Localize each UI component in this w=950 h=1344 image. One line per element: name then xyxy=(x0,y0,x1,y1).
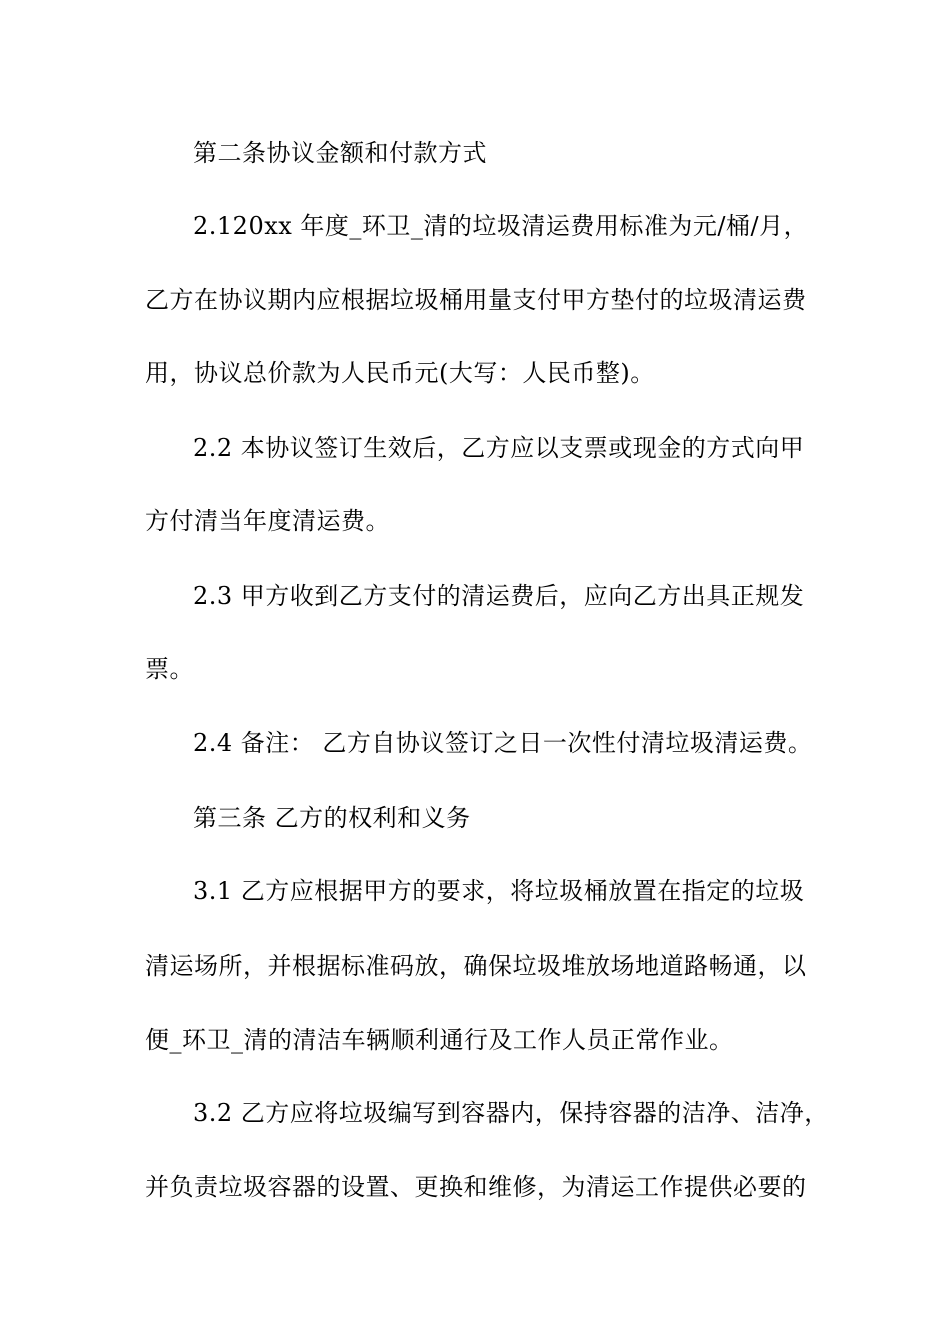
paragraph-line: 便_环卫_清的清洁车辆顺利通行及工作人员正常作业。 xyxy=(145,1026,734,1054)
paragraph-line: 2.4 备注： 乙方自协议签订之日一次性付清垃圾清运费。 xyxy=(193,729,813,757)
paragraph-line: 并负责垃圾容器的设置、更换和维修，为清运工作提供必要的 xyxy=(145,1173,807,1201)
paragraph-line: 3.2 乙方应将垃圾编写到容器内，保持容器的洁净、洁净， xyxy=(193,1099,829,1127)
paragraph-line: 清运场所，并根据标准码放，确保垃圾堆放场地道路畅通，以 xyxy=(145,952,807,980)
paragraph-line: 票。 xyxy=(145,655,194,683)
section-heading-article-3: 第三条 乙方的权利和义务 xyxy=(193,804,471,832)
paragraph-line: 2.2 本协议签订生效后，乙方应以支票或现金的方式向甲 xyxy=(193,434,805,462)
paragraph-line: 乙方在协议期内应根据垃圾桶用量支付甲方垫付的垃圾清运费 xyxy=(145,286,807,314)
paragraph-line: 3.1 乙方应根据甲方的要求，将垃圾桶放置在指定的垃圾 xyxy=(193,877,805,905)
paragraph-line: 用，协议总价款为人民币元(大写：人民币整)。 xyxy=(145,359,655,387)
section-heading-article-2: 第二条协议金额和付款方式 xyxy=(193,139,487,167)
paragraph-line: 2.3 甲方收到乙方支付的清运费后，应向乙方出具正规发 xyxy=(193,582,805,610)
paragraph-line: 方付清当年度清运费。 xyxy=(145,507,390,535)
paragraph-line: 2.120xx 年度_环卫_清的垃圾清运费用标准为元/桶/月， xyxy=(193,212,809,240)
